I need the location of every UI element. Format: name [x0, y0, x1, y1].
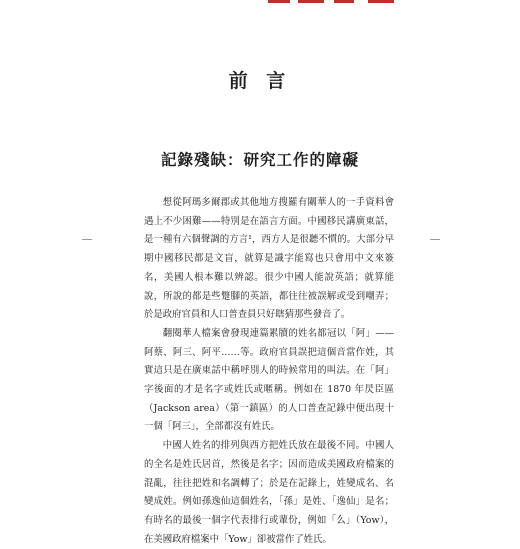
top-edge-red-mark [268, 0, 394, 3]
body-text [144, 194, 394, 549]
crop-mark-right [430, 239, 440, 240]
section-title: 前 言 [228, 70, 292, 92]
crop-mark-left [82, 239, 92, 240]
paragraph: 想從阿瑪多爾郡或其他地方搜羅有關華人的一手資料會遇上不少困難——特別是在語言方面。中國移民講廣東話，是一種有六個聲調的方言¹，西方人是很聽不慣的。大部分早期中國移民都是文盲，就算是識字能寫也只會用中文來簽名，美國人根本難以辨認。很少中國人能說英語；就算能說，所說的都是些蹩腳的英語，都往往被誤解或受到嘲弄；於是政府官員和人口普查員只好瞎猜那些發音了。 [144, 197, 394, 321]
paragraph: 中國人姓名的排列與西方把姓氏放在最後不同。中國人的全名是姓氏居首，然後是名字；因而造成美國政府檔案的混亂，往往把姓和名調轉了；於是在記錄上，姓變成名、名變成姓。例如孫逸仙這個姓名，「孫」是姓、「逸仙」是名；有時名的最後一個字代表排行或輩份，例如「么」（Yow），在美國政府檔案中「Yow」卻被當作了姓氏。 [144, 440, 394, 545]
chapter-title: 記錄殘缺：研究工作的障礙 [160, 150, 359, 169]
paragraph: 翻閱華人檔案會發現連篇累牘的姓名都冠以「阿」——阿蔡、阿三、阿平……等。政府官員誤把這個音當作姓，其實這只是在廣東話中稱呼別人的時候常用的叫法。在「阿」字後面的才是名字或姓氏或暱稱。例如在 1870 年昃臣區（Jackson area）（第一鎮區）的人口普查記錄中便出現十一個「阿三」，全部都沒有姓氏。 [144, 327, 394, 433]
